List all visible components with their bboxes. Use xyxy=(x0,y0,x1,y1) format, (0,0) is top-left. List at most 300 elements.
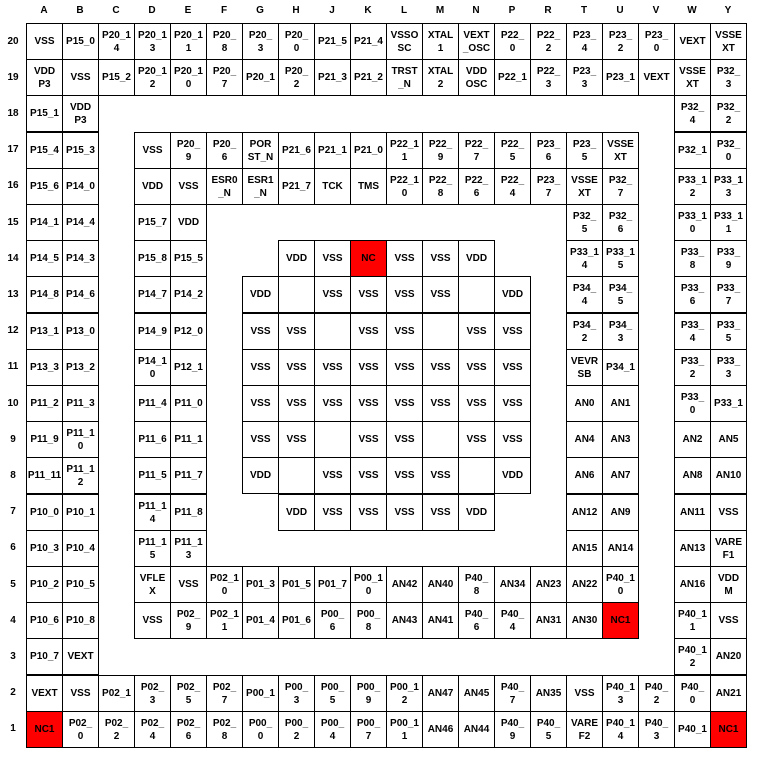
pin-cell: VDD xyxy=(242,276,279,313)
column-label: G xyxy=(256,4,264,16)
pin-cell: VDD xyxy=(494,457,531,494)
pin-cell: VSS xyxy=(350,385,387,422)
pin-cell: P01_3 xyxy=(242,566,279,603)
pin-cell: VSS xyxy=(710,602,747,639)
pin-cell: VSS xyxy=(350,457,387,494)
pin-cell: P02_ 2 xyxy=(98,711,135,748)
pin-cell: P20_ 9 xyxy=(170,132,207,169)
pin-cell: P34_ 4 xyxy=(566,276,603,313)
pin-cell: AN3 xyxy=(602,421,639,458)
pin-cell: AN8 xyxy=(674,457,711,494)
pin-cell: P11_2 xyxy=(26,385,63,422)
pin-cell: P40_ 9 xyxy=(494,711,531,748)
pin-cell: P11_6 xyxy=(134,421,171,458)
pin-cell: P00_ 2 xyxy=(278,711,315,748)
pin-cell: VARE F1 xyxy=(710,530,747,567)
column-label: D xyxy=(148,4,156,16)
pin-cell: P20_1 2 xyxy=(134,59,171,96)
pin-cell: VSS xyxy=(422,240,459,277)
pin-cell: P20_1 3 xyxy=(134,23,171,60)
row-label: 20 xyxy=(7,35,19,47)
row-label: 2 xyxy=(10,687,16,699)
pin-cell: P23_ 5 xyxy=(566,132,603,169)
pin-cell: ESR0 _N xyxy=(206,168,243,205)
row-label: 5 xyxy=(10,578,16,590)
pin-cell: VARE F2 xyxy=(566,711,603,748)
pin-cell: P15_4 xyxy=(26,132,63,169)
pin-cell: POR ST_N xyxy=(242,132,279,169)
pin-cell: P23_ 4 xyxy=(566,23,603,60)
pin-cell: TRST _N xyxy=(386,59,423,96)
pin-cell: P22_ 5 xyxy=(494,132,531,169)
pin-cell: P14_0 xyxy=(62,168,99,205)
pin-cell: P23_ 2 xyxy=(602,23,639,60)
pin-cell: P02_ 7 xyxy=(206,675,243,712)
pin-cell: VSS xyxy=(386,385,423,422)
pin-cell: VSS xyxy=(314,385,351,422)
pin-cell: P20_1 xyxy=(242,59,279,96)
pin-cell: P22_ 0 xyxy=(494,23,531,60)
pin-cell: P11_7 xyxy=(170,457,207,494)
row-label: 16 xyxy=(7,180,19,192)
pin-cell: AN9 xyxy=(602,494,639,531)
pin-cell: P20_ 8 xyxy=(206,23,243,60)
column-label: N xyxy=(472,4,480,16)
pin-cell: VSS xyxy=(494,313,531,350)
pin-cell: VSS xyxy=(494,349,531,386)
pin-cell: P33_ 9 xyxy=(710,240,747,277)
pin-cell: VSS xyxy=(386,421,423,458)
pin-cell: P11_9 xyxy=(26,421,63,458)
pin-cell: VSS xyxy=(278,421,315,458)
pin-cell: VSS xyxy=(494,385,531,422)
pin-cell: P02_ 8 xyxy=(206,711,243,748)
pin-cell: P21_2 xyxy=(350,59,387,96)
row-label: 18 xyxy=(7,107,19,119)
pin-cell: VSS xyxy=(350,494,387,531)
pin-cell: P40_1 1 xyxy=(674,602,711,639)
pin-cell: P00_ 5 xyxy=(314,675,351,712)
pin-cell: VSS xyxy=(134,132,171,169)
pin-cell: VDD P3 xyxy=(62,95,99,132)
pin-cell: P11_1 4 xyxy=(134,494,171,531)
pin-cell: P33_ 2 xyxy=(674,349,711,386)
pin-cell: AN14 xyxy=(602,530,639,567)
pin-cell: P21_6 xyxy=(278,132,315,169)
pin-cell: P33_ 0 xyxy=(674,385,711,422)
pin-cell: P23_ 7 xyxy=(530,168,567,205)
pin-cell: P12_1 xyxy=(170,349,207,386)
pin-cell: TCK xyxy=(314,168,351,205)
pin-cell: P11_0 xyxy=(170,385,207,422)
pin-cell: P10_8 xyxy=(62,602,99,639)
pin-cell: VDD xyxy=(458,494,495,531)
pin-cell: VSS xyxy=(386,313,423,350)
empty-pin-cell xyxy=(278,276,315,313)
pin-cell: P33_ 7 xyxy=(710,276,747,313)
pin-cell: P15_6 xyxy=(26,168,63,205)
pin-cell: VDD xyxy=(278,240,315,277)
column-label: F xyxy=(220,4,228,16)
pin-cell: P02_1 0 xyxy=(206,566,243,603)
pin-cell: P15_7 xyxy=(134,204,171,241)
column-label: W xyxy=(687,4,697,16)
row-label: 8 xyxy=(10,469,16,481)
pin-cell: VSS xyxy=(314,240,351,277)
pin-cell: P21_7 xyxy=(278,168,315,205)
pin-cell: P33_1 xyxy=(710,385,747,422)
pin-cell: XTAL 2 xyxy=(422,59,459,96)
pin-cell: AN47 xyxy=(422,675,459,712)
pin-cell: VSS xyxy=(242,421,279,458)
pin-cell: P15_0 xyxy=(62,23,99,60)
pin-cell: NC1 xyxy=(26,711,63,748)
pin-cell: AN43 xyxy=(386,602,423,639)
pin-cell: VSS xyxy=(314,349,351,386)
row-label: 9 xyxy=(10,433,16,445)
pin-cell: P34_ 2 xyxy=(566,313,603,350)
pin-cell: P14_2 xyxy=(170,276,207,313)
pin-cell: P00_1 xyxy=(242,675,279,712)
pin-cell: VSS xyxy=(170,168,207,205)
pin-cell: P32_ 2 xyxy=(710,95,747,132)
pin-cell: VSS xyxy=(350,313,387,350)
pin-cell: P00_1 0 xyxy=(350,566,387,603)
pin-cell: VSS xyxy=(350,276,387,313)
column-label: U xyxy=(616,4,624,16)
pin-cell: P11_1 0 xyxy=(62,421,99,458)
pin-cell: P32_ 6 xyxy=(602,204,639,241)
pin-cell: P02_ 4 xyxy=(134,711,171,748)
pin-cell: P02_1 1 xyxy=(206,602,243,639)
pin-cell: AN1 xyxy=(602,385,639,422)
pin-cell: P13_1 xyxy=(26,313,63,350)
pin-cell: P34_1 xyxy=(602,349,639,386)
pin-cell: AN41 xyxy=(422,602,459,639)
pin-cell: AN4 xyxy=(566,421,603,458)
row-label: 4 xyxy=(10,614,16,626)
pin-cell: P33_ 6 xyxy=(674,276,711,313)
pin-cell: VSS xyxy=(278,349,315,386)
pin-cell: AN34 xyxy=(494,566,531,603)
pin-cell: P00_ 6 xyxy=(314,602,351,639)
pin-cell: AN22 xyxy=(566,566,603,603)
pin-cell: P01_6 xyxy=(278,602,315,639)
pin-cell: VDD xyxy=(278,494,315,531)
pin-cell: P02_ 6 xyxy=(170,711,207,748)
pin-cell: P40_ 8 xyxy=(458,566,495,603)
pin-cell: P40_1 4 xyxy=(602,711,639,748)
pin-cell: P14_4 xyxy=(62,204,99,241)
pin-cell: VSS xyxy=(242,385,279,422)
pin-cell: P15_8 xyxy=(134,240,171,277)
pin-cell: P32_ 7 xyxy=(602,168,639,205)
pin-cell: P14_3 xyxy=(62,240,99,277)
pin-cell: P33_1 2 xyxy=(674,168,711,205)
pin-cell: P40_ 5 xyxy=(530,711,567,748)
pin-cell: P15_5 xyxy=(170,240,207,277)
pin-cell: P34_ 5 xyxy=(602,276,639,313)
pin-cell: P23_1 xyxy=(602,59,639,96)
pin-cell: AN5 xyxy=(710,421,747,458)
pin-cell: P40_ 0 xyxy=(674,675,711,712)
pin-cell: P14_7 xyxy=(134,276,171,313)
column-label: V xyxy=(652,4,660,16)
pin-cell: VSS xyxy=(314,494,351,531)
pin-cell: P14_8 xyxy=(26,276,63,313)
row-label: 11 xyxy=(7,361,19,373)
column-label: P xyxy=(508,4,516,16)
pin-cell: P23_ 6 xyxy=(530,132,567,169)
column-label: R xyxy=(544,4,552,16)
pin-cell: P33_ 4 xyxy=(674,313,711,350)
pin-cell: P11_1 2 xyxy=(62,457,99,494)
pin-cell: P01_7 xyxy=(314,566,351,603)
pin-cell: P10_1 xyxy=(62,494,99,531)
pin-cell: VSS xyxy=(458,313,495,350)
pin-cell: P40_1 0 xyxy=(602,566,639,603)
pin-cell: P11_4 xyxy=(134,385,171,422)
pin-cell: P21_1 xyxy=(314,132,351,169)
pin-cell: VDD xyxy=(242,457,279,494)
pin-cell: P20_ 3 xyxy=(242,23,279,60)
pin-cell: VDD M xyxy=(710,566,747,603)
pin-cell: VSS xyxy=(314,276,351,313)
pin-cell: AN30 xyxy=(566,602,603,639)
pin-cell: VSS xyxy=(710,494,747,531)
pin-cell: P00_1 1 xyxy=(386,711,423,748)
pin-cell: P32_ 0 xyxy=(710,132,747,169)
pin-cell: P11_11 xyxy=(26,457,63,494)
pin-cell: P10_0 xyxy=(26,494,63,531)
row-label: 14 xyxy=(7,252,19,264)
pin-cell: P13_0 xyxy=(62,313,99,350)
pin-cell: VSS xyxy=(350,421,387,458)
pin-cell: P14_6 xyxy=(62,276,99,313)
pin-cell: VSS xyxy=(458,421,495,458)
row-label: 15 xyxy=(7,216,19,228)
pin-cell: P20_1 4 xyxy=(98,23,135,60)
pin-cell: P02_ 0 xyxy=(62,711,99,748)
pin-cell: VSS xyxy=(134,602,171,639)
pin-cell: P33_1 0 xyxy=(674,204,711,241)
pin-cell: VSS xyxy=(170,566,207,603)
pin-cell: VSS xyxy=(422,385,459,422)
pin-cell: P22_ 8 xyxy=(422,168,459,205)
pin-cell: AN12 xyxy=(566,494,603,531)
pin-cell: P14_5 xyxy=(26,240,63,277)
row-label: 13 xyxy=(7,288,19,300)
pin-cell: P40_ 4 xyxy=(494,602,531,639)
column-label: K xyxy=(364,4,372,16)
pin-cell: P33_1 3 xyxy=(710,168,747,205)
pin-cell: P32_1 xyxy=(674,132,711,169)
pin-cell: P22_ 6 xyxy=(458,168,495,205)
pin-cell: P40_ 7 xyxy=(494,675,531,712)
pin-cell: P32_ 5 xyxy=(566,204,603,241)
pin-cell: P20_ 2 xyxy=(278,59,315,96)
pin-cell: VSS xyxy=(278,313,315,350)
pin-cell: P10_5 xyxy=(62,566,99,603)
column-label: J xyxy=(329,4,335,16)
pin-cell: AN10 xyxy=(710,457,747,494)
column-label: L xyxy=(400,4,408,16)
column-label: M xyxy=(435,4,445,16)
column-label: H xyxy=(292,4,300,16)
pin-cell: VSS xyxy=(386,457,423,494)
empty-pin-cell xyxy=(314,313,351,350)
pin-cell: P22_ 9 xyxy=(422,132,459,169)
pin-cell: P20_ 6 xyxy=(206,132,243,169)
row-label: 17 xyxy=(7,144,19,156)
pin-cell: P10_2 xyxy=(26,566,63,603)
column-label: C xyxy=(112,4,120,16)
pin-cell: P40_1 3 xyxy=(602,675,639,712)
pin-cell: P00_ 9 xyxy=(350,675,387,712)
pin-cell: VSS xyxy=(386,494,423,531)
pin-cell: P11_1 3 xyxy=(170,530,207,567)
pin-cell: P11_1 xyxy=(170,421,207,458)
pin-cell: AN35 xyxy=(530,675,567,712)
pin-cell: P01_4 xyxy=(242,602,279,639)
pin-cell: VSS xyxy=(386,276,423,313)
column-label: T xyxy=(580,4,588,16)
pin-cell: P00_ 8 xyxy=(350,602,387,639)
pin-cell: P02_ 9 xyxy=(170,602,207,639)
pin-cell: VSS xyxy=(386,349,423,386)
pin-cell: P34_ 3 xyxy=(602,313,639,350)
pin-cell: P00_ 3 xyxy=(278,675,315,712)
pin-cell: P13_3 xyxy=(26,349,63,386)
pin-cell: P14_9 xyxy=(134,313,171,350)
pin-cell: P15_3 xyxy=(62,132,99,169)
pin-cell: NC1 xyxy=(710,711,747,748)
pin-cell: P22_1 0 xyxy=(386,168,423,205)
empty-pin-cell xyxy=(458,457,495,494)
pin-cell: P40_ 6 xyxy=(458,602,495,639)
pin-cell: P22_1 1 xyxy=(386,132,423,169)
pin-cell: AN45 xyxy=(458,675,495,712)
pin-cell: VEXT xyxy=(638,59,675,96)
pin-cell: P01_5 xyxy=(278,566,315,603)
pin-cell: P22_ 7 xyxy=(458,132,495,169)
pin-cell: AN42 xyxy=(386,566,423,603)
pin-cell: AN31 xyxy=(530,602,567,639)
pin-cell: P23_ 0 xyxy=(638,23,675,60)
pin-cell: P10_3 xyxy=(26,530,63,567)
pin-cell: AN40 xyxy=(422,566,459,603)
pin-cell: P33_ 3 xyxy=(710,349,747,386)
pin-cell: P10_4 xyxy=(62,530,99,567)
pin-cell: VSSE XT xyxy=(566,168,603,205)
pin-cell: AN16 xyxy=(674,566,711,603)
pin-cell: VSS xyxy=(278,385,315,422)
pin-cell: VDD OSC xyxy=(458,59,495,96)
pin-cell: P00_ 7 xyxy=(350,711,387,748)
pin-cell: P21_0 xyxy=(350,132,387,169)
pin-cell: VSSE XT xyxy=(710,23,747,60)
row-label: 19 xyxy=(7,71,19,83)
empty-pin-cell xyxy=(458,276,495,313)
pin-cell: VSS xyxy=(242,349,279,386)
pin-cell: P11_1 5 xyxy=(134,530,171,567)
pin-cell: VDD xyxy=(170,204,207,241)
pin-cell: P15_1 xyxy=(26,95,63,132)
pin-cell: AN21 xyxy=(710,675,747,712)
column-label: Y xyxy=(724,4,732,16)
pin-cell: VSSE XT xyxy=(674,59,711,96)
pin-cell: P15_2 xyxy=(98,59,135,96)
column-label: A xyxy=(40,4,48,16)
empty-pin-cell xyxy=(422,313,459,350)
pin-cell: VEXT xyxy=(26,675,63,712)
pin-cell: VEVR SB xyxy=(566,349,603,386)
pin-cell: P11_5 xyxy=(134,457,171,494)
pin-cell: AN44 xyxy=(458,711,495,748)
pin-cell: P32_ 3 xyxy=(710,59,747,96)
pin-cell: VSS xyxy=(62,675,99,712)
pin-cell: P33_1 5 xyxy=(602,240,639,277)
pin-cell: P22_ 4 xyxy=(494,168,531,205)
pin-cell: P10_7 xyxy=(26,638,63,675)
pin-cell: VFLE X xyxy=(134,566,171,603)
pin-cell: P21_3 xyxy=(314,59,351,96)
pin-cell: P10_6 xyxy=(26,602,63,639)
pin-cell: P40_1 xyxy=(674,711,711,748)
pin-cell: AN0 xyxy=(566,385,603,422)
row-label: 10 xyxy=(7,397,19,409)
pin-cell: VSS xyxy=(386,240,423,277)
pin-cell: VDD xyxy=(134,168,171,205)
pin-cell: AN6 xyxy=(566,457,603,494)
pin-cell: P12_0 xyxy=(170,313,207,350)
pin-cell: P22_1 xyxy=(494,59,531,96)
pin-cell: NC1 xyxy=(602,602,639,639)
pin-cell: P23_ 3 xyxy=(566,59,603,96)
pin-cell: TMS xyxy=(350,168,387,205)
pin-cell: P20_ 7 xyxy=(206,59,243,96)
pin-cell: P33_1 1 xyxy=(710,204,747,241)
empty-pin-cell xyxy=(422,421,459,458)
row-label: 3 xyxy=(10,650,16,662)
row-label: 1 xyxy=(10,723,16,735)
pin-cell: VSS xyxy=(242,313,279,350)
pin-cell: AN46 xyxy=(422,711,459,748)
pin-cell: P32_ 4 xyxy=(674,95,711,132)
pin-cell: P00_ 4 xyxy=(314,711,351,748)
pin-cell: P21_4 xyxy=(350,23,387,60)
pin-cell: VSS xyxy=(422,457,459,494)
pin-cell: NC xyxy=(350,240,387,277)
pin-cell: P20_1 1 xyxy=(170,23,207,60)
pin-cell: AN2 xyxy=(674,421,711,458)
column-label: E xyxy=(184,4,192,16)
pin-cell: P14_1 xyxy=(26,204,63,241)
pin-cell: VDD xyxy=(458,240,495,277)
pin-cell: AN7 xyxy=(602,457,639,494)
pin-cell: VSS xyxy=(494,421,531,458)
pin-cell: P13_2 xyxy=(62,349,99,386)
pin-cell: P40_ 3 xyxy=(638,711,675,748)
pin-cell: VEXT _OSC xyxy=(458,23,495,60)
pin-cell: VSS xyxy=(422,349,459,386)
pin-cell: AN15 xyxy=(566,530,603,567)
pin-cell: VSS xyxy=(350,349,387,386)
pin-cell: VSS xyxy=(566,675,603,712)
pin-cell: P22_ 3 xyxy=(530,59,567,96)
pin-cell: P40_ 2 xyxy=(638,675,675,712)
row-label: 7 xyxy=(10,506,16,518)
